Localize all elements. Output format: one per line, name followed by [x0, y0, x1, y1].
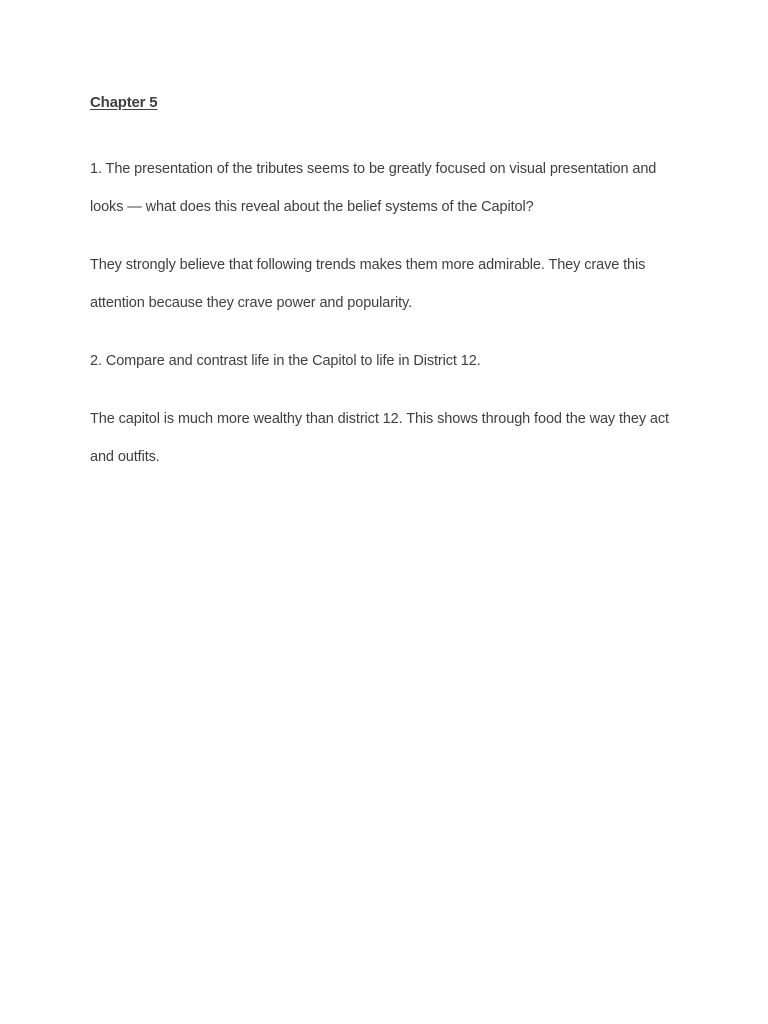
answer-2: The capitol is much more wealthy than district 12. This shows through food the way they act and outfits. [90, 411, 669, 465]
answer-1: They strongly believe that following trends makes them more admirable. They crave this attention because they crave power and popularity. [90, 257, 646, 311]
question-2: 2. Compare and contrast life in the Capitol to life in District 12. [90, 353, 481, 369]
question-1: 1. The presentation of the tributes seems to be greatly focused on visual presentation and looks — what does this reveal about the belief systems of the Capitol? [90, 161, 657, 215]
document-body [90, 92, 680, 496]
chapter-heading: Chapter 5 [90, 94, 158, 111]
